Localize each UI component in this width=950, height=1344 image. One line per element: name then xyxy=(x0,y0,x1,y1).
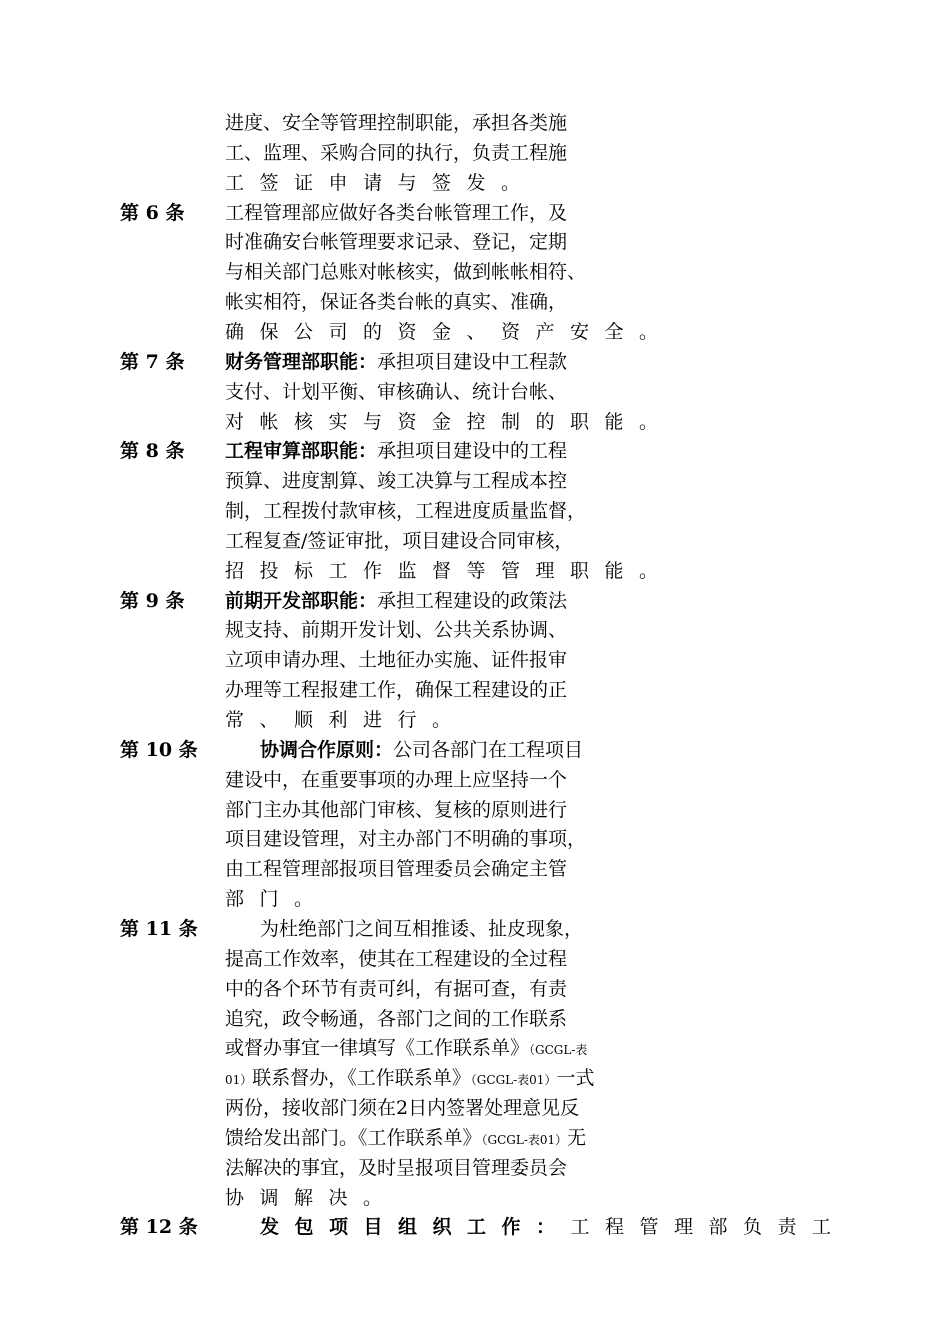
body-text: 或督办事宜一律填写《工作联系单》 xyxy=(225,1037,530,1060)
line-text xyxy=(225,347,865,377)
form-code: （GCGL-表01） xyxy=(470,1073,557,1088)
text-line xyxy=(0,675,950,705)
body-text: 两份，接收部门须在2日内签署处理意见反 xyxy=(225,1097,580,1120)
body-text: 规支持、前期开发计划、公共关系协调、 xyxy=(225,619,568,642)
text-line xyxy=(0,436,950,466)
heading-text: 发包项目组织工作： xyxy=(260,1216,571,1239)
text-line xyxy=(0,466,950,496)
line-text xyxy=(225,944,865,974)
body-text: 追究，政令畅通，各部门之间的工作联系 xyxy=(225,1007,568,1030)
text-line xyxy=(0,735,950,765)
text-line xyxy=(0,108,950,138)
line-text xyxy=(225,705,865,735)
text-line xyxy=(0,496,950,526)
article-number: 第 11 条 xyxy=(120,917,198,940)
line-text xyxy=(260,735,900,765)
line-text xyxy=(225,854,865,884)
line-text xyxy=(225,227,865,257)
line-text xyxy=(225,526,865,556)
body-text: 由工程管理部报项目管理委员会确定主管 xyxy=(225,858,568,881)
body-text: 一式 xyxy=(556,1067,595,1090)
text-line xyxy=(0,944,950,974)
line-text xyxy=(225,287,865,317)
line-text xyxy=(225,1123,865,1155)
body-text: 部门主办其他部门审核、复核的原则进行 xyxy=(225,798,568,821)
body-text: 工、监理、采购合同的执行，负责工程施 xyxy=(225,141,568,164)
text-line xyxy=(0,884,950,914)
text-line xyxy=(0,1033,950,1063)
body-text: 办理等工程报建工作，确保工程建设的正 xyxy=(225,679,568,702)
article-number: 第 8 条 xyxy=(120,440,185,463)
line-text xyxy=(225,1004,865,1034)
line-text xyxy=(225,436,865,466)
line-text xyxy=(225,586,865,616)
text-line xyxy=(0,1153,950,1183)
body-text: 预算、进度割算、竣工决算与工程成本控 xyxy=(225,470,568,493)
body-text: 工程管理部负责工 xyxy=(570,1216,847,1239)
article-number: 第 7 条 xyxy=(120,350,185,373)
body-text: 立项申请办理、土地征办实施、证件报审 xyxy=(225,649,568,672)
text-line xyxy=(0,586,950,616)
text-line xyxy=(0,914,950,944)
line-text xyxy=(225,824,865,854)
text-line xyxy=(0,257,950,287)
line-text xyxy=(225,1183,865,1213)
heading-text: 工程审算部职能： xyxy=(225,440,378,463)
text-line xyxy=(0,824,950,854)
body-text: 公司各部门在工程项目 xyxy=(393,738,584,761)
article-number: 第 9 条 xyxy=(120,589,185,612)
line-text xyxy=(225,615,865,645)
body-text: 协调解决。 xyxy=(225,1186,398,1209)
heading-text: 协调合作原则： xyxy=(260,738,394,761)
body-text: 联系督办，《工作联系单》 xyxy=(252,1067,471,1090)
text-line xyxy=(0,1212,950,1242)
line-text xyxy=(225,496,865,526)
line-text xyxy=(225,556,865,586)
text-line xyxy=(0,1123,950,1153)
line-text xyxy=(225,257,865,287)
text-line xyxy=(0,526,950,556)
heading-text: 财务管理部职能： xyxy=(225,350,378,373)
line-text xyxy=(225,884,865,914)
article-number: 第 10 条 xyxy=(120,738,198,761)
line-text xyxy=(225,1093,865,1123)
body-text: 部门。 xyxy=(225,888,329,911)
body-text: 支付、计划平衡、审核确认、统计台帐、 xyxy=(225,380,568,403)
text-line xyxy=(0,556,950,586)
text-line xyxy=(0,974,950,1004)
line-text xyxy=(225,466,865,496)
text-line xyxy=(0,138,950,168)
body-text: 常、顺利进行。 xyxy=(225,709,467,731)
text-line xyxy=(0,1004,950,1034)
text-line xyxy=(0,795,950,825)
article-number: 第 6 条 xyxy=(120,201,185,224)
text-line xyxy=(0,168,950,198)
body-text: 进度、安全等管理控制职能，承担各类施 xyxy=(225,112,568,134)
body-text: 工签证申请与签发。 xyxy=(225,171,536,194)
body-text: 承担项目建设中工程款 xyxy=(377,350,568,373)
body-text: 时准确安台帐管理要求记录、登记，定期 xyxy=(225,231,568,254)
body-text: 制，工程拨付款审核，工程进度质量监督， xyxy=(225,500,587,523)
body-text: 无 xyxy=(567,1126,587,1149)
text-line xyxy=(0,1093,950,1123)
body-text: 法解决的事宜，及时呈报项目管理委员会 xyxy=(225,1156,568,1179)
text-line xyxy=(0,407,950,437)
text-line xyxy=(0,377,950,407)
article-number: 第 12 条 xyxy=(120,1216,198,1239)
text-line xyxy=(0,1183,950,1213)
heading-text: 前期开发部职能： xyxy=(225,589,378,612)
text-line xyxy=(0,287,950,317)
form-code: 01） xyxy=(225,1073,253,1088)
line-text xyxy=(225,317,865,347)
body-text: 建设中，在重要事项的办理上应坚持一个 xyxy=(225,768,568,791)
body-text: 项目建设管理，对主办部门不明确的事项， xyxy=(225,828,587,851)
body-text: 馈给发出部门。《工作联系单》 xyxy=(225,1126,482,1149)
body-text: 工程复查/签证审批，项目建设合同审核， xyxy=(225,529,574,552)
text-line xyxy=(0,1063,950,1093)
line-text xyxy=(225,1063,865,1095)
line-text xyxy=(225,645,865,675)
text-line xyxy=(0,854,950,884)
line-text xyxy=(225,198,865,228)
body-text: 招投标工作监督等管理职能。 xyxy=(225,559,674,582)
line-text xyxy=(225,168,865,198)
line-text xyxy=(225,795,865,825)
text-line xyxy=(0,227,950,257)
text-line xyxy=(0,765,950,795)
line-text xyxy=(225,108,865,138)
form-code: （GCGL-表01） xyxy=(481,1132,568,1147)
text-line xyxy=(0,705,950,735)
body-text: 与相关部门总账对帐核实，做到帐帐相符、 xyxy=(225,261,587,284)
line-text xyxy=(260,914,900,944)
body-text: 确保公司的资金、资产安全。 xyxy=(225,320,674,343)
body-text: 提高工作效率，使其在工程建设的全过程 xyxy=(225,947,568,970)
line-text xyxy=(225,974,865,1004)
body-text: 承担项目建设中的工程 xyxy=(377,440,568,463)
line-text xyxy=(225,765,865,795)
line-text xyxy=(225,1153,865,1183)
line-text xyxy=(225,675,865,705)
form-code: （GCGL-表 xyxy=(529,1043,588,1058)
body-text: 中的各个环节有责可纠，有据可查，有责 xyxy=(225,977,568,1000)
body-text: 为杜绝部门之间互相推诿、扯皮现象， xyxy=(260,917,584,940)
line-text xyxy=(225,138,865,168)
line-text xyxy=(225,407,865,437)
line-text xyxy=(225,377,865,407)
body-text: 帐实相符，保证各类台帐的真实、准确， xyxy=(225,291,568,314)
text-line xyxy=(0,198,950,228)
body-text: 工程管理部应做好各类台帐管理工作，及 xyxy=(225,201,568,224)
text-line xyxy=(0,615,950,645)
line-text xyxy=(225,1033,865,1065)
text-line xyxy=(0,317,950,347)
text-line xyxy=(0,645,950,675)
text-line xyxy=(0,347,950,377)
body-text: 对帐核实与资金控制的职能。 xyxy=(225,410,674,433)
line-text xyxy=(260,1212,900,1242)
body-text: 承担工程建设的政策法 xyxy=(377,589,568,612)
